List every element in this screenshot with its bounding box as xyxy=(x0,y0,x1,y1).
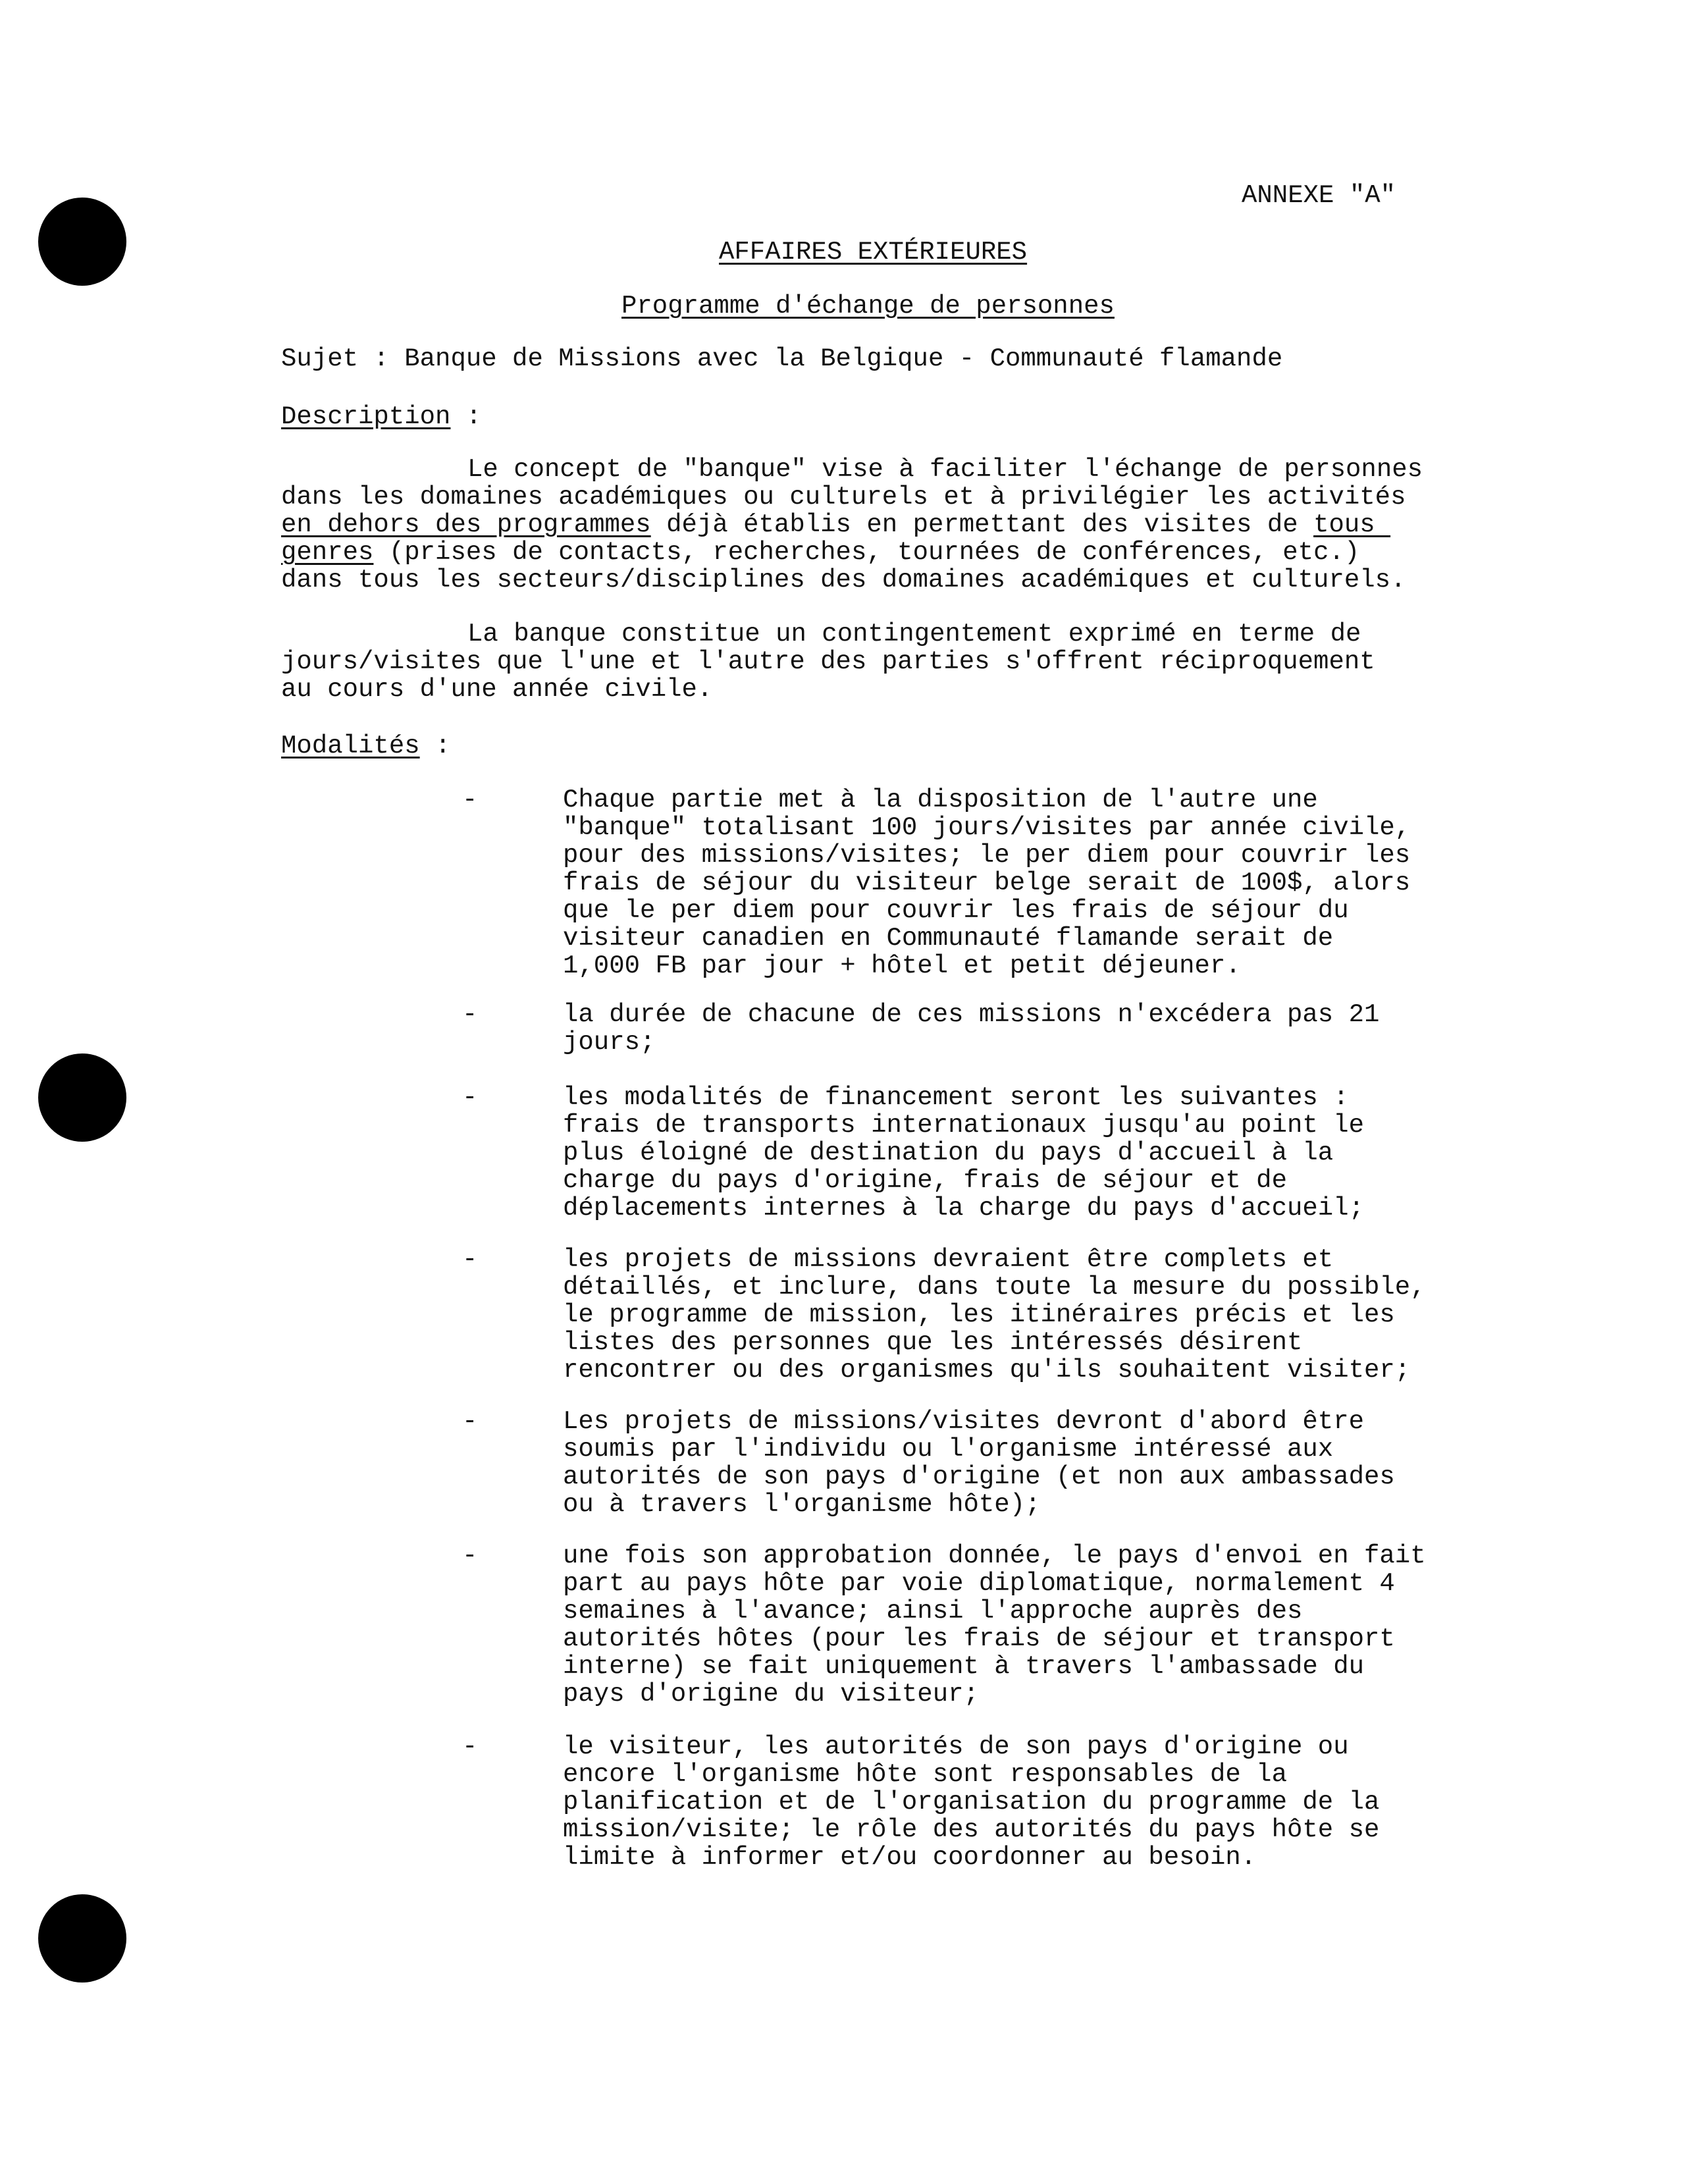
list-item-line: pays d'origine du visiteur; xyxy=(563,1680,979,1709)
list-item-line: mission/visite; le rôle des autorités du pays hôte se xyxy=(563,1815,1380,1844)
list-bullet-dash: - xyxy=(462,1083,478,1112)
list-item-line: jours; xyxy=(563,1028,656,1057)
list-bullet-dash: - xyxy=(462,786,478,814)
subject-line: Sujet : Banque de Missions avec la Belgique - Communauté flamande xyxy=(281,344,1283,373)
list-item-line: part au pays hôte par voie diplomatique, normalement 4 xyxy=(563,1569,1395,1598)
description-p1-line2: dans les domaines académiques ou culturels et à privilégier les activités xyxy=(281,483,1406,512)
list-item-line: frais de séjour du visiteur belge serait de 100$, alors xyxy=(563,868,1411,897)
modalites-heading: Modalités : xyxy=(281,732,451,760)
punch-hole-bottom xyxy=(38,1894,126,1983)
list-item-line: déplacements internes à la charge du pays d'accueil; xyxy=(563,1194,1364,1223)
list-item-line: Chaque partie met à la disposition de l'autre une xyxy=(563,786,1318,814)
description-p1-line3: en dehors des programmes déjà établis en permettant des visites de tous xyxy=(281,510,1391,539)
list-item-line: 1,000 FB par jour + hôtel et petit déjeuner. xyxy=(563,951,1241,980)
list-bullet-dash: - xyxy=(462,1407,478,1436)
description-p2-line2: jours/visites que l'une et l'autre des parties s'offrent réciproquement xyxy=(281,647,1375,676)
list-bullet-dash: - xyxy=(462,1732,478,1761)
punch-hole-middle xyxy=(38,1053,126,1142)
list-item-line: "banque" totalisant 100 jours/visites par année civile, xyxy=(563,813,1411,842)
list-item-line: ou à travers l'organisme hôte); xyxy=(563,1490,1041,1519)
description-p2-line1: La banque constitue un contingentement exprimé en terme de xyxy=(467,620,1361,649)
list-item-line: autorités de son pays d'origine (et non aux ambassades xyxy=(563,1462,1395,1491)
list-item-line: charge du pays d'origine, frais de séjour et de xyxy=(563,1166,1287,1195)
list-item-line: planification et de l'organisation du programme de la xyxy=(563,1788,1380,1817)
list-bullet-dash: - xyxy=(462,1000,478,1029)
list-item-line: le programme de mission, les itinéraires précis et les xyxy=(563,1300,1395,1329)
list-item-line: plus éloigné de destination du pays d'accueil à la xyxy=(563,1138,1334,1167)
list-item-line: le visiteur, les autorités de son pays d'origine ou xyxy=(563,1732,1349,1761)
list-item-line: visiteur canadien en Communauté flamande serait de xyxy=(563,924,1334,953)
list-item-line: limite à informer et/ou coordonner au besoin. xyxy=(563,1843,1257,1872)
description-p1-line5: dans tous les secteurs/disciplines des domaines académiques et culturels. xyxy=(281,566,1406,595)
heading-affaires: AFFAIRES EXTÉRIEURES xyxy=(719,238,1028,267)
description-heading: Description : xyxy=(281,402,482,431)
list-item-line: encore l'organisme hôte sont responsables de la xyxy=(563,1760,1287,1789)
list-item-line: semaines à l'avance; ainsi l'approche auprès des xyxy=(563,1597,1303,1626)
description-p1-line4: genres (prises de contacts, recherches, tournées de conférences, etc.) xyxy=(281,538,1360,567)
list-item-line: les projets de missions devraient être complets et xyxy=(563,1245,1334,1274)
list-item-line: la durée de chacune de ces missions n'excédera pas 21 xyxy=(563,1000,1380,1029)
list-item-line: pour des missions/visites; le per diem pour couvrir les xyxy=(563,841,1411,870)
list-item-line: détaillés, et inclure, dans toute la mesure du possible, xyxy=(563,1273,1426,1302)
list-item-line: que le per diem pour couvrir les frais de séjour du xyxy=(563,896,1349,925)
punch-hole-top xyxy=(38,198,126,286)
heading-programme: Programme d'échange de personnes xyxy=(621,292,1115,321)
description-p1-line1: Le concept de "banque" vise à faciliter l'échange de personnes xyxy=(467,455,1423,484)
list-bullet-dash: - xyxy=(462,1541,478,1570)
list-item-line: interne) se fait uniquement à travers l'ambassade du xyxy=(563,1652,1364,1681)
description-p2-line3: au cours d'une année civile. xyxy=(281,675,713,704)
list-item-line: Les projets de missions/visites devront d'abord être xyxy=(563,1407,1364,1436)
annex-label: ANNEXE "A" xyxy=(1242,181,1396,210)
list-item-line: rencontrer ou des organismes qu'ils souhaitent visiter; xyxy=(563,1356,1411,1385)
list-item-line: les modalités de financement seront les suivantes : xyxy=(563,1083,1349,1112)
list-item-line: autorités hôtes (pour les frais de séjour et transport xyxy=(563,1624,1395,1653)
list-item-line: frais de transports internationaux jusqu'au point le xyxy=(563,1111,1364,1140)
list-item-line: soumis par l'individu ou l'organisme intéressé aux xyxy=(563,1435,1334,1464)
list-item-line: listes des personnes que les intéressés désirent xyxy=(563,1328,1303,1357)
list-item-line: une fois son approbation donnée, le pays d'envoi en fait xyxy=(563,1541,1426,1570)
list-bullet-dash: - xyxy=(462,1245,478,1274)
